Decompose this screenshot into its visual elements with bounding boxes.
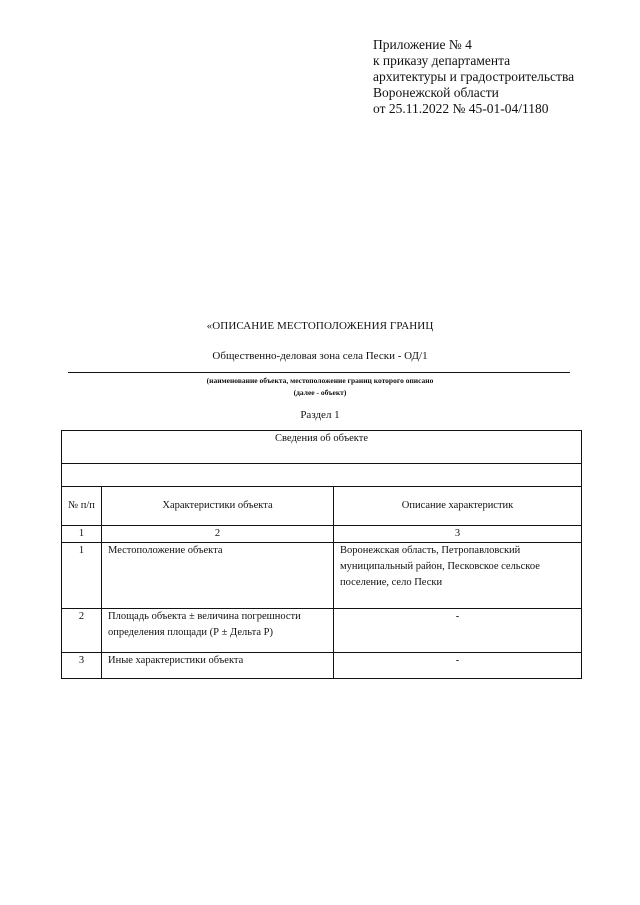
column-number: 2 xyxy=(102,526,334,543)
table-row xyxy=(62,653,582,679)
table-column-number-row xyxy=(62,526,582,543)
row-characteristic: Иные характеристики объекта xyxy=(102,653,334,679)
table-row xyxy=(62,609,582,653)
appendix-block xyxy=(373,37,574,117)
appendix-line: Воронежской области xyxy=(373,85,499,100)
object-name-caption xyxy=(0,375,640,399)
column-header-characteristic: Характеристики объекта xyxy=(102,487,334,526)
object-name-underline xyxy=(68,372,570,373)
column-number: 3 xyxy=(334,526,582,543)
row-description: - xyxy=(334,653,582,679)
section-heading: Раздел 1 xyxy=(300,409,340,421)
column-number: 1 xyxy=(62,526,102,543)
table-empty-row xyxy=(62,464,582,487)
row-characteristic: Площадь объекта ± величина погрешности определения площади (Р ± Дельта Р) xyxy=(102,609,334,653)
row-num: 3 xyxy=(62,653,102,679)
table-heading: Сведения об объекте xyxy=(62,431,582,464)
appendix-line: Приложение № 4 xyxy=(373,37,472,52)
column-header-description: Описание характеристик xyxy=(334,487,582,526)
caption-line: (наименование объекта, местоположение границ которого описано xyxy=(206,376,434,385)
object-info-table xyxy=(61,430,582,679)
appendix-line: к приказу департамента xyxy=(373,53,511,68)
table-empty-cell xyxy=(62,464,582,487)
object-name: Общественно-деловая зона села Пески - ОД/1 xyxy=(212,350,428,362)
row-characteristic: Местоположение объекта xyxy=(102,543,334,609)
row-description: - xyxy=(334,609,582,653)
table-row xyxy=(62,543,582,609)
table-heading-row xyxy=(62,431,582,464)
table-column-header-row xyxy=(62,487,582,526)
appendix-line: от 25.11.2022 № 45-01-04/1180 xyxy=(373,101,549,116)
caption-line: (далее - объект) xyxy=(293,388,347,397)
row-num: 1 xyxy=(62,543,102,609)
row-description: Воронежская область, Петропавловский муниципальный район, Песковское сельское поселение, село Пески xyxy=(334,543,582,609)
row-num: 2 xyxy=(62,609,102,653)
column-header-num: № п/п xyxy=(62,487,102,526)
document-title: «ОПИСАНИЕ МЕСТОПОЛОЖЕНИЯ ГРАНИЦ xyxy=(206,320,434,332)
appendix-line: архитектуры и градостроительства xyxy=(373,69,575,84)
